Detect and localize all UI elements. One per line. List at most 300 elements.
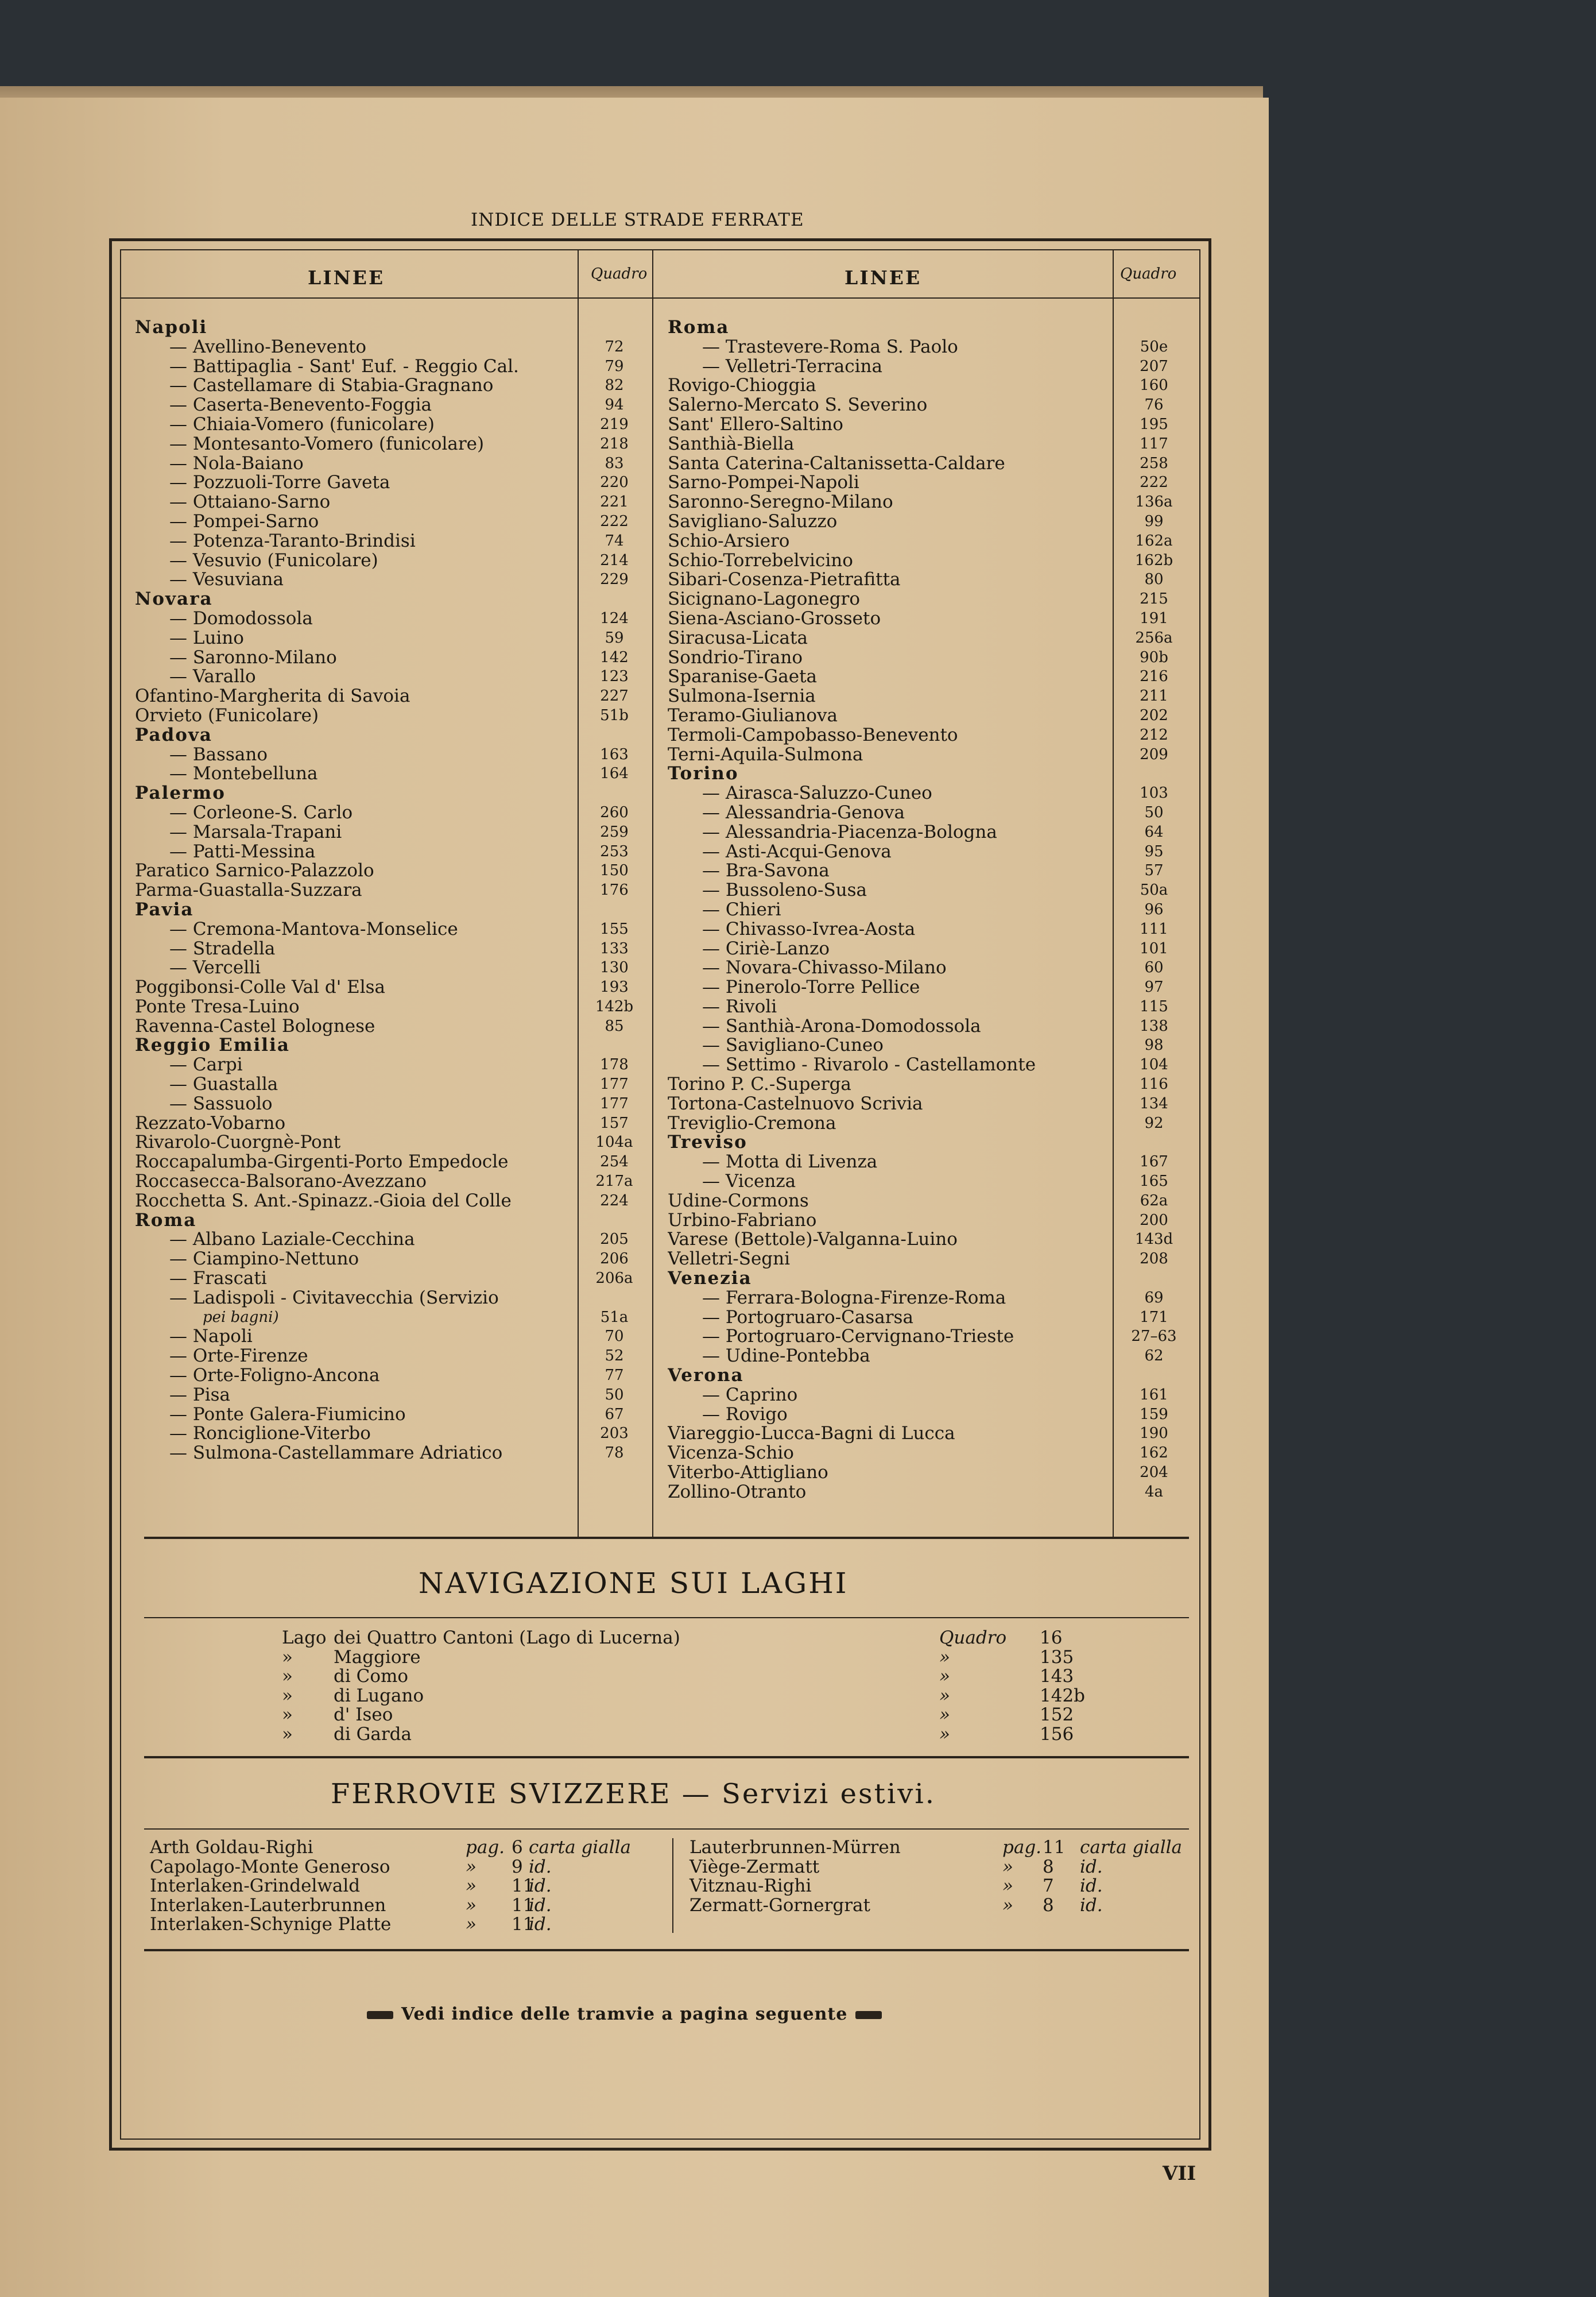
swiss-line-name: Capolago-Monte Generoso xyxy=(150,1856,390,1877)
index-entry xyxy=(135,1386,652,1405)
pointing-hand-icon xyxy=(367,2011,393,2019)
index-entry xyxy=(668,570,1196,590)
entry-quadro-number: 254 xyxy=(600,1153,629,1171)
section-rule xyxy=(144,1537,1189,1539)
entry-line-name: Novara xyxy=(135,590,213,609)
entry-line-name: Sarno-Pompei-Napoli xyxy=(668,473,859,493)
entry-quadro-number: 165 xyxy=(1140,1173,1168,1190)
entry-quadro-number: 159 xyxy=(1140,1405,1168,1423)
lake-row xyxy=(282,1666,1074,1687)
entry-line-name: — Ferrara-Bologna-Firenze-Roma xyxy=(702,1288,1006,1308)
right-column-list xyxy=(668,318,1196,1502)
entry-quadro-number: 62 xyxy=(1144,1347,1164,1365)
index-entry xyxy=(135,939,652,959)
index-entry xyxy=(668,648,1196,668)
swiss-page-number: 8 xyxy=(1043,1894,1054,1916)
lake-name: d' Iseo xyxy=(334,1704,393,1726)
entry-quadro-number: 60 xyxy=(1144,959,1164,977)
entry-line-name: Schio-Torrebelvicino xyxy=(668,551,853,571)
left-lines-header: LINEE xyxy=(308,266,385,289)
index-entry xyxy=(135,648,652,668)
entry-line-name: — Pompei-Sarno xyxy=(169,512,319,532)
entry-line-name: Teramo-Giulianova xyxy=(668,706,838,726)
index-entry xyxy=(135,454,652,474)
entry-line-name: Sant' Ellero-Saltino xyxy=(668,415,843,435)
entry-line-name: — Battipaglia - Sant' Euf. - Reggio Cal. xyxy=(169,357,519,377)
index-entry xyxy=(135,1308,652,1328)
entry-quadro-number: 161 xyxy=(1140,1386,1168,1403)
entry-quadro-number: 64 xyxy=(1144,823,1164,841)
entry-line-name: — Rovigo xyxy=(702,1405,788,1425)
lake-quadro-label: » xyxy=(939,1646,950,1668)
entry-line-name: Sondrio-Tirano xyxy=(668,648,803,668)
index-entry xyxy=(668,532,1196,551)
entry-quadro-number: 191 xyxy=(1140,609,1168,627)
entry-quadro-number: 218 xyxy=(600,435,629,453)
index-entry xyxy=(668,1172,1196,1192)
entry-quadro-number: 133 xyxy=(600,939,629,957)
entry-line-name: Roccapalumba-Girgenti-Porto Empedocle xyxy=(135,1153,509,1173)
index-entry xyxy=(668,803,1196,823)
entry-line-name: — Portogruaro-Casarsa xyxy=(702,1308,913,1328)
swiss-line-name: Interlaken-Lauterbrunnen xyxy=(150,1894,386,1916)
index-entry xyxy=(668,629,1196,648)
entry-quadro-number: 212 xyxy=(1140,726,1168,744)
entry-line-name: Sulmona-Isernia xyxy=(668,687,816,706)
entry-line-name: Viareggio-Lucca-Bagni di Lucca xyxy=(668,1424,955,1444)
entry-quadro-number: 51b xyxy=(600,706,629,724)
entry-line-name: Treviso xyxy=(668,1133,747,1153)
lake-name: di Como xyxy=(334,1666,409,1687)
swiss-line-name: Interlaken-Schynige Platte xyxy=(150,1914,392,1935)
entry-line-name: — Montesanto-Vomero (funicolare) xyxy=(169,434,485,454)
swiss-row xyxy=(689,1838,1195,1858)
entry-line-name: — Guastalla xyxy=(169,1075,278,1095)
entry-quadro-number: 115 xyxy=(1140,997,1168,1015)
entry-line-name: — Orte-Firenze xyxy=(169,1347,308,1367)
index-entry xyxy=(668,1289,1196,1308)
index-group-heading xyxy=(135,590,652,609)
entry-line-name: — Avellino-Benevento xyxy=(169,337,367,357)
entry-quadro-number: 98 xyxy=(1144,1037,1164,1054)
swiss-page-label: » xyxy=(1002,1894,1013,1916)
lake-quadro-number: 16 xyxy=(1040,1627,1063,1648)
index-entry xyxy=(668,551,1196,571)
index-entry xyxy=(135,376,652,396)
entry-line-name: — Varallo xyxy=(169,667,256,687)
lake-quadro-label: » xyxy=(939,1723,950,1745)
lake-prefix: » xyxy=(282,1723,293,1745)
entry-line-name: Roma xyxy=(135,1211,197,1231)
entry-quadro-number: 190 xyxy=(1140,1425,1168,1443)
entry-quadro-number: 82 xyxy=(605,377,624,395)
lake-quadro-label: » xyxy=(939,1685,950,1706)
index-entry xyxy=(668,357,1196,377)
index-group-heading xyxy=(668,1366,1196,1386)
center-rule xyxy=(652,250,653,1537)
entry-line-name: — Asti-Acqui-Genova xyxy=(702,842,892,862)
entry-quadro-number: 4a xyxy=(1144,1483,1164,1501)
entry-quadro-number: 78 xyxy=(605,1444,624,1462)
lake-quadro-number: 143 xyxy=(1040,1666,1074,1687)
entry-quadro-number: 177 xyxy=(600,1076,629,1093)
swiss-card: id. xyxy=(1080,1876,1103,1897)
index-entry xyxy=(668,842,1196,862)
entry-line-name: — Vercelli xyxy=(169,958,261,979)
entry-line-name: Schio-Arsiero xyxy=(668,531,790,551)
entry-quadro-number: 207 xyxy=(1140,357,1168,375)
index-entry xyxy=(135,1172,652,1192)
entry-quadro-number: 70 xyxy=(605,1328,624,1345)
index-entry xyxy=(135,1405,652,1425)
entry-line-name: Siracusa-Licata xyxy=(668,628,808,648)
entry-quadro-number: 215 xyxy=(1140,590,1168,608)
entry-quadro-number: 177 xyxy=(600,1095,629,1112)
entry-quadro-number: 77 xyxy=(605,1367,624,1385)
index-entry xyxy=(668,473,1196,493)
index-entry xyxy=(668,784,1196,803)
index-entry xyxy=(135,1114,652,1134)
entry-quadro-number: 157 xyxy=(600,1114,629,1132)
entry-quadro-number: 162 xyxy=(1140,1444,1168,1462)
index-entry xyxy=(668,1424,1196,1444)
lake-row xyxy=(282,1704,1074,1726)
index-entry xyxy=(135,512,652,532)
entry-line-name: Varese (Bettole)-Valganna-Luino xyxy=(668,1230,958,1250)
index-entry xyxy=(135,551,652,571)
index-entry xyxy=(135,764,652,784)
entry-line-name: Salerno-Mercato S. Severino xyxy=(668,396,928,415)
entry-line-name: — Sulmona-Castellammare Adriatico xyxy=(169,1444,503,1464)
entry-quadro-number: 117 xyxy=(1140,435,1168,453)
lake-name: Maggiore xyxy=(334,1646,421,1668)
lake-row xyxy=(282,1646,1074,1668)
entry-quadro-number: 195 xyxy=(1140,415,1168,433)
entry-line-name: Reggio Emilia xyxy=(135,1036,290,1056)
entry-line-name: — Savigliano-Cuneo xyxy=(702,1036,884,1056)
entry-line-name: — Ciriè-Lanzo xyxy=(702,939,830,959)
left-quadro-header: Quadro xyxy=(591,265,648,283)
entry-line-name: Velletri-Segni xyxy=(668,1250,791,1270)
lake-quadro-number: 156 xyxy=(1040,1723,1074,1745)
swiss-right-list xyxy=(689,1838,1195,1915)
entry-quadro-number: 83 xyxy=(605,454,624,472)
index-entry xyxy=(668,920,1196,939)
swiss-row xyxy=(689,1877,1195,1896)
entry-quadro-number: 256a xyxy=(1135,629,1173,647)
page-number: VII xyxy=(1163,2162,1196,2185)
entry-line-name: — Udine-Pontebba xyxy=(702,1347,870,1367)
index-entry xyxy=(135,415,652,435)
index-entry xyxy=(135,1153,652,1172)
entry-quadro-number: 160 xyxy=(1140,377,1168,395)
swiss-card: carta gialla xyxy=(529,1837,632,1858)
index-entry xyxy=(135,881,652,900)
entry-line-name: Rivarolo-Cuorgnè-Pont xyxy=(135,1133,341,1153)
index-group-heading xyxy=(668,1133,1196,1153)
entry-line-name: Padova xyxy=(135,725,213,745)
swiss-rule-bottom xyxy=(144,1949,1189,1951)
index-entry xyxy=(668,493,1196,512)
entry-quadro-number: 69 xyxy=(1144,1289,1164,1306)
entry-quadro-number: 208 xyxy=(1140,1250,1168,1268)
index-entry xyxy=(668,1153,1196,1172)
entry-quadro-number: 203 xyxy=(600,1425,629,1443)
entry-line-name: — Albano Laziale-Cecchina xyxy=(169,1230,415,1250)
entry-quadro-number: 217a xyxy=(595,1173,633,1190)
index-entry xyxy=(135,609,652,629)
swiss-card: id. xyxy=(1080,1894,1103,1916)
entry-quadro-number: 124 xyxy=(600,609,629,627)
index-entry xyxy=(668,726,1196,745)
swiss-divider xyxy=(672,1838,673,1933)
entry-quadro-number: 221 xyxy=(600,493,629,511)
swiss-page-number: 6 xyxy=(512,1837,523,1858)
index-entry xyxy=(135,1075,652,1095)
index-entry xyxy=(668,823,1196,842)
lake-row xyxy=(282,1629,1063,1648)
index-entry xyxy=(135,1192,652,1211)
entry-quadro-number: 85 xyxy=(605,1017,624,1035)
lake-prefix: » xyxy=(282,1646,293,1668)
index-entry xyxy=(135,803,652,823)
index-entry xyxy=(668,861,1196,881)
entry-line-name: Rocchetta S. Ant.-Spinazz.-Gioia del Colle xyxy=(135,1191,512,1211)
swiss-row xyxy=(150,1915,667,1935)
swiss-row xyxy=(150,1838,667,1858)
index-entry xyxy=(668,1463,1196,1483)
entry-line-name: Vicenza-Schio xyxy=(668,1444,794,1464)
index-entry xyxy=(135,997,652,1017)
index-entry xyxy=(668,1308,1196,1328)
index-entry xyxy=(135,570,652,590)
entry-quadro-number: 162b xyxy=(1134,551,1173,569)
index-entry xyxy=(668,1347,1196,1366)
entry-line-name: — Marsala-Trapani xyxy=(169,822,342,842)
pointing-hand-icon-right xyxy=(855,2011,882,2019)
index-group-heading xyxy=(135,900,652,920)
entry-quadro-number: 258 xyxy=(1140,454,1168,472)
entry-quadro-number: 150 xyxy=(600,862,629,880)
entry-quadro-number: 164 xyxy=(600,765,629,783)
entry-line-name: — Chivasso-Ivrea-Aosta xyxy=(702,919,916,939)
index-entry xyxy=(135,629,652,648)
tramvie-notice-text: Vedi indice delle tramvie a pagina seguente xyxy=(401,2004,848,2024)
index-entry xyxy=(668,1095,1196,1114)
lake-name: di Lugano xyxy=(334,1685,424,1706)
swiss-card: id. xyxy=(529,1914,552,1935)
entry-line-name: — Bra-Savona xyxy=(702,861,830,881)
entry-line-name: — Cremona-Mantova-Monselice xyxy=(169,919,458,939)
index-entry xyxy=(668,978,1196,997)
entry-line-name: — Settimo - Rivarolo - Castellamonte xyxy=(702,1055,1036,1076)
tramvie-notice xyxy=(359,2004,890,2024)
entry-line-name: Poggibonsi-Colle Val d' Elsa xyxy=(135,978,385,997)
index-entry xyxy=(135,1327,652,1347)
swiss-page-number: 11 xyxy=(512,1876,534,1897)
entry-line-name: Viterbo-Attigliano xyxy=(668,1463,828,1483)
entry-line-name: — Rivoli xyxy=(702,997,777,1017)
entry-quadro-number: 50a xyxy=(1140,881,1168,899)
entry-line-name: Termoli-Campobasso-Benevento xyxy=(668,725,958,745)
index-entry xyxy=(135,338,652,357)
swiss-row xyxy=(150,1877,667,1896)
entry-line-name: — Portogruaro-Cervignano-Trieste xyxy=(702,1327,1014,1347)
entry-quadro-number: 229 xyxy=(600,571,629,589)
index-entry xyxy=(135,357,652,377)
swiss-card: id. xyxy=(529,1876,552,1897)
index-entry xyxy=(668,1036,1196,1055)
entry-quadro-number: 104 xyxy=(1140,1056,1168,1074)
entry-line-name: Torino P. C.-Superga xyxy=(668,1075,851,1095)
index-entry xyxy=(135,1424,652,1444)
swiss-page-number: 11 xyxy=(512,1914,534,1935)
entry-line-name: — Stradella xyxy=(169,939,276,959)
index-group-heading xyxy=(135,784,652,803)
lake-quadro-number: 152 xyxy=(1040,1704,1074,1726)
entry-line-name: — Ronciglione-Viterbo xyxy=(169,1424,371,1444)
entry-line-name: Urbino-Fabriano xyxy=(668,1211,817,1231)
index-entry xyxy=(135,1444,652,1463)
entry-line-name: Parma-Guastalla-Suzzara xyxy=(135,881,362,900)
index-entry xyxy=(135,920,652,939)
lake-quadro-number: 135 xyxy=(1040,1646,1074,1668)
entry-line-name: — Vesuviana xyxy=(169,570,284,590)
index-entry xyxy=(668,939,1196,959)
index-entry xyxy=(135,745,652,765)
index-group-heading xyxy=(135,318,652,338)
entry-quadro-number: 259 xyxy=(600,823,629,841)
entry-line-name: Ravenna-Castel Bolognese xyxy=(135,1016,375,1037)
index-entry xyxy=(135,1250,652,1269)
index-entry xyxy=(135,1269,652,1289)
index-entry xyxy=(668,1250,1196,1269)
entry-quadro-number: 59 xyxy=(605,629,624,647)
entry-line-name: — Corleone-S. Carlo xyxy=(169,803,353,823)
entry-line-name: Terni-Aquila-Sulmona xyxy=(668,745,863,765)
swiss-line-name: Zermatt-Gornergrat xyxy=(689,1894,870,1916)
swiss-row xyxy=(150,1896,667,1916)
entry-quadro-number: 50 xyxy=(605,1386,624,1403)
entry-quadro-number: 130 xyxy=(600,959,629,977)
entry-line-name: — Alessandria-Genova xyxy=(702,803,905,823)
index-entry xyxy=(668,1386,1196,1405)
entry-quadro-number: 27–63 xyxy=(1131,1328,1177,1345)
entry-quadro-number: 222 xyxy=(1140,474,1168,492)
entry-quadro-number: 222 xyxy=(600,512,629,530)
entry-line-name: Orvieto (Funicolare) xyxy=(135,706,319,726)
index-entry xyxy=(135,493,652,512)
swiss-rule xyxy=(144,1828,1189,1830)
entry-line-name: — Ponte Galera-Fiumicino xyxy=(169,1405,406,1425)
lake-name: di Garda xyxy=(334,1723,412,1745)
index-entry xyxy=(668,376,1196,396)
swiss-rule-top xyxy=(144,1756,1189,1758)
entry-quadro-number: 57 xyxy=(1144,862,1164,880)
entry-line-name: — Domodossola xyxy=(169,609,313,629)
swiss-page-label: » xyxy=(466,1856,477,1877)
table-header xyxy=(121,250,1199,299)
lakes-rule xyxy=(144,1617,1189,1618)
swiss-title: FERROVIE SVIZZERE — Servizi estivi. xyxy=(331,1778,936,1810)
index-entry xyxy=(668,1192,1196,1211)
entry-line-name: Santhià-Biella xyxy=(668,434,795,454)
index-entry xyxy=(668,512,1196,532)
entry-quadro-number: 50 xyxy=(1144,803,1164,821)
entry-line-name: — Pozzuoli-Torre Gaveta xyxy=(169,473,390,493)
entry-quadro-number: 200 xyxy=(1140,1211,1168,1229)
entry-quadro-number: 74 xyxy=(605,532,624,550)
entry-quadro-number: 216 xyxy=(1140,668,1168,686)
entry-line-name: — Frascati xyxy=(169,1269,267,1289)
running-title: INDICE DELLE STRADE FERRATE xyxy=(471,210,804,230)
swiss-line-name: Arth Goldau-Righi xyxy=(150,1837,313,1858)
entry-line-name: — Caprino xyxy=(702,1385,798,1405)
entry-quadro-number: 193 xyxy=(600,979,629,996)
entry-line-name: Udine-Cormons xyxy=(668,1191,809,1211)
entry-line-name: Sicignano-Lagonegro xyxy=(668,590,861,609)
entry-line-name: — Pinerolo-Torre Pellice xyxy=(702,978,920,997)
entry-quadro-number: 219 xyxy=(600,415,629,433)
entry-quadro-number: 95 xyxy=(1144,842,1164,860)
index-entry xyxy=(668,687,1196,706)
entry-quadro-number: 142 xyxy=(600,648,629,666)
index-entry xyxy=(668,667,1196,687)
entry-quadro-number: 103 xyxy=(1140,784,1168,802)
entry-quadro-number: 209 xyxy=(1140,745,1168,763)
entry-line-name: — Vicenza xyxy=(702,1172,796,1192)
entry-line-name: Rezzato-Vobarno xyxy=(135,1113,286,1134)
lake-quadro-label: » xyxy=(939,1666,950,1687)
index-frame-inner xyxy=(120,249,1200,2140)
index-entry xyxy=(668,900,1196,920)
entry-line-name: — Airasca-Saluzzo-Cuneo xyxy=(702,784,932,803)
index-entry xyxy=(668,745,1196,765)
index-entry xyxy=(135,1017,652,1037)
swiss-page-label: » xyxy=(466,1876,477,1897)
entry-line-name: — Velletri-Terracina xyxy=(702,357,882,377)
swiss-line-name: Viège-Zermatt xyxy=(689,1856,820,1877)
entry-line-name: Sparanise-Gaeta xyxy=(668,667,818,687)
entry-line-name: Rovigo-Chioggia xyxy=(668,376,816,396)
swiss-page-number: 9 xyxy=(512,1856,523,1877)
entry-line-name: Palermo xyxy=(135,784,226,803)
index-entry xyxy=(135,958,652,978)
entry-quadro-number: 101 xyxy=(1140,939,1168,957)
entry-line-name: Saronno-Seregno-Milano xyxy=(668,493,893,512)
index-entry xyxy=(135,1347,652,1366)
index-group-heading xyxy=(668,764,1196,784)
entry-line-name: — Luino xyxy=(169,628,244,648)
entry-line-name: Verona xyxy=(668,1366,744,1386)
swiss-page-label: pag. xyxy=(466,1837,505,1858)
entry-line-name: Torino xyxy=(668,764,739,784)
swiss-page-label: » xyxy=(466,1894,477,1916)
entry-quadro-number: 204 xyxy=(1140,1464,1168,1482)
lake-prefix: Lago xyxy=(282,1627,327,1648)
entry-line-name: Tortona-Castelnuovo Scrivia xyxy=(668,1094,923,1114)
entry-quadro-number: 62a xyxy=(1140,1192,1168,1209)
entry-quadro-number: 155 xyxy=(600,920,629,938)
entry-line-name: — Pisa xyxy=(169,1385,231,1405)
entry-quadro-number: 51a xyxy=(600,1308,629,1326)
index-entry xyxy=(668,415,1196,435)
entry-quadro-number: 167 xyxy=(1140,1153,1168,1171)
swiss-card: id. xyxy=(529,1856,552,1877)
entry-quadro-number: 50e xyxy=(1140,338,1168,355)
entry-line-name: Paratico Sarnico-Palazzolo xyxy=(135,861,374,881)
index-entry xyxy=(668,1114,1196,1134)
